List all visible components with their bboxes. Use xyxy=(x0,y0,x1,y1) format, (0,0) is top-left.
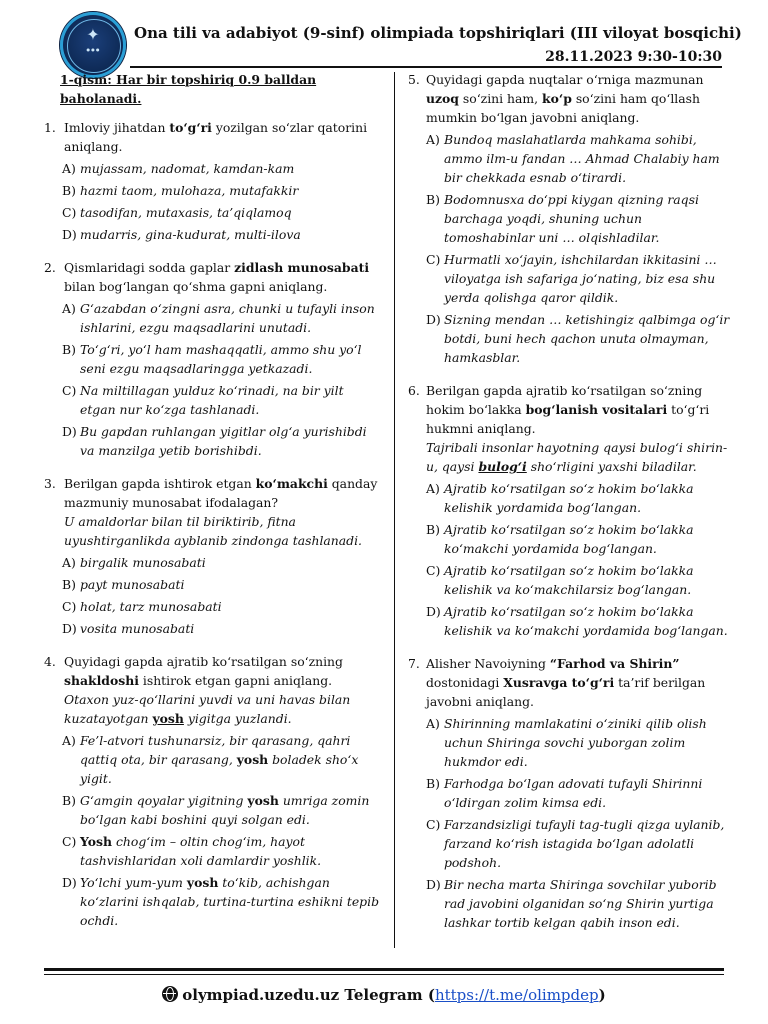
section-intro: 1-qism: Har bir topshiriq 0.9 balldan baholanadi. xyxy=(60,72,317,106)
question-stem: Imloviy jihatdan to‘g‘ri yozilgan so‘zlar qatorini aniqlang. xyxy=(64,120,368,154)
question-stem: Quyidagi gapda ajratib ko‘rsatilgan so‘zning shakldoshi ishtirok etgan gapni aniqlang. xyxy=(64,654,343,688)
question-1: 1. Imloviy jihatdan to‘g‘ri yozilgan so‘zlar qatorini aniqlang. A) mujassam, nadomat, kamdan-kam B) hazmi taom, mulohaza, mutafakkir C) tasodifan, mutaxasis, ta’qiqlamoq D) mudarris, gina-kudurat, multi-ilova xyxy=(40,118,380,244)
option-d[interactable]: D) Bir necha marta Shiringa sovchilar yuborib rad javobini olganidan so‘ng Shirin yurtiga lashkar tortib kelgan qabih inson edi. xyxy=(426,877,717,930)
globe-icon xyxy=(162,986,178,1002)
option-a[interactable]: A) Ajratib ko‘rsatilgan so‘z hokim bo‘lakka kelishik yordamida bog‘langan. xyxy=(426,481,694,515)
option-d[interactable]: D) vosita munosabati xyxy=(62,621,195,636)
question-stem: Qismlaridagi sodda gaplar zidlash munosabati bilan bog‘langan qo‘shma gapni aniqlang. xyxy=(64,260,370,294)
option-c[interactable]: C) Farzandsizligi tufayli tag-tugli qizga uylanib, farzand ko‘rish istagida bo‘lgan adolatli podshoh. xyxy=(426,817,725,870)
option-a[interactable]: A) mujassam, nadomat, kamdan-kam xyxy=(62,161,295,176)
option-c[interactable]: C) Na miltillagan yulduz ko‘rinadi, na bir yilt etgan nur ko‘zga tashlanadi. xyxy=(62,383,344,417)
option-a[interactable]: A) G‘azabdan o‘zingni asra, chunki u tufayli inson ishlarini, ezgu maqsadlarini unutadi. xyxy=(62,301,375,335)
left-column xyxy=(40,70,380,944)
option-d[interactable]: D) mudarris, gina-kudurat, multi-ilova xyxy=(62,227,301,242)
option-c[interactable]: C) Hurmatli xo‘jayin, ishchilardan ikkitasini … viloyatga ish safariga jo‘nating, biz esa shu yerda qolishga qaror qildik. xyxy=(426,252,717,305)
question-6: 6. Berilgan gapda ajratib ko‘rsatilgan so‘zning hokim bo‘lakka bog‘lanish vositalari to‘g‘ri hukmni aniqlang. Tajribali insonlar hayotning qaysi bulog‘i shirin-u, qaysi bulog‘i sho‘rligini yaxshi biladilar. A) Ajratib ko‘rsatilgan so‘z hokim bo‘lakka kelishik yordamida bog‘langan. B) Ajratib ko‘rsatilgan so‘z hokim bo‘lakka ko‘makchi yordamida bog‘langan. C) Ajratib ko‘rsatilgan so‘z hokim bo‘lakka kelishik va ko‘makchilarsiz bog‘langan. D) Ajratib ko‘rsatilgan so‘z hokim bo‘lakka kelishik va ko‘makchi yordamida bog‘langan. xyxy=(404,381,734,640)
right-column xyxy=(404,70,734,946)
option-b[interactable]: B) Farhodga bo‘lgan adovati tufayli Shirinni o‘ldirgan zolim kimsa edi. xyxy=(426,776,703,810)
option-b[interactable]: B) Bodomnusxa do‘ppi kiygan qizning raqsi barchaga yoqdi, shuning uchun tomoshabinlar uni … olqishladilar. xyxy=(426,192,699,245)
option-d[interactable]: D) Yo‘lchi yum-yum yosh to‘kib, achishgan ko‘zlarini ishqalab, turtina-turtina eshikni tepib ochdi. xyxy=(62,875,380,928)
question-7: 7. Alisher Navoiyning “Farhod va Shirin” dostonidagi Xusravga to‘g‘ri ta’rif berilgan javobni aniqlang. A) Shirinning mamlakatini o‘ziniki qilib olish uchun Shiringa sovchi yuborgan zolim hukmdor edi. B) Farhodga bo‘lgan adovati tufayli Shirinni o‘ldirgan zolim kimsa edi. C) Farzandsizligi tufayli tag-tugli qizga uylanib, farzand ko‘rish istagida bo‘lgan adolatli podshoh. D) Bir necha marta Shiringa sovchilar yuborib rad javobini olganidan so‘ng Shirin yurtiga lashkar tortib kelgan qabih inson edi. xyxy=(404,654,734,932)
option-c[interactable]: C) Ajratib ko‘rsatilgan so‘z hokim bo‘lakka kelishik va ko‘makchilarsiz bog‘langan. xyxy=(426,563,694,597)
option-d[interactable]: D) Bu gapdan ruhlangan yigitlar olg‘a yurishibdi va manzilga yetib borishibdi. xyxy=(62,424,367,458)
question-2: 2. Qismlaridagi sodda gaplar zidlash munosabati bilan bog‘langan qo‘shma gapni aniqlang. A) G‘azabdan o‘zingni asra, chunki u tufayli inson ishlarini, ezgu maqsadlarini unutadi. B) To‘g‘ri, yo‘l ham mashaqqatli, ammo shu yo‘l seni ezgu maqsadlaringga yetkazadi. C) Na miltillagan yulduz ko‘rinadi, na bir yilt etgan nur ko‘zga tashlanadi. D) Bu gapdan ruhlangan yigitlar olg‘a yurishibdi va manzilga yetib borishibdi. xyxy=(40,258,380,460)
option-c[interactable]: C) holat, tarz munosabati xyxy=(62,599,222,614)
telegram-link[interactable]: https://t.me/olimpdep xyxy=(434,986,599,1004)
option-b[interactable]: B) To‘g‘ri, yo‘l ham mashaqqatli, ammo shu yo‘l seni ezgu maqsadlaringga yetkazadi. xyxy=(62,342,362,376)
page-title: Ona tili va adabiyot (9-sinf) olimpiada topshiriqlari (III viloyat bosqichi) xyxy=(134,24,742,42)
option-a[interactable]: A) Bundoq maslahatlarda mahkama sohibi, ammo ilm-u fandan … Ahmad Chalabiy ham bir chekkada esnab o‘tirardi. xyxy=(426,132,720,185)
option-a[interactable]: A) Fe’l-atvori tushunarsiz, bir qarasang, qahri qattiq ota, bir qarasang, yosh boladek sho‘x yigit. xyxy=(62,733,359,786)
question-stem: Berilgan gapda ishtirok etgan ko‘makchi qanday mazmuniy munosabat ifodalagan? xyxy=(64,476,378,510)
footer-divider xyxy=(44,968,724,971)
option-c[interactable]: C) Yosh chog‘im – oltin chog‘im, hayot tashvishlaridan xoli damlardir yoshlik. xyxy=(62,834,322,868)
question-5: 5. Quyidagi gapda nuqtalar o‘rniga mazmunan uzoq so‘zini ham, ko‘p so‘zini ham qo‘llash mumkin bo‘lgan javobni aniqlang. A) Bundoq maslahatlarda mahkama sohibi, ammo ilm-u fandan … Ahmad Chalabiy ham bir chekkada esnab o‘tirardi. B) Bodomnusxa do‘ppi kiygan qizning raqsi barchaga yoqdi, shuning uchun tomoshabinlar uni … olqishladilar. C) Hurmatli xo‘jayin, ishchilardan ikkitasini … viloyatga ish safariga jo‘nating, biz esa shu yerda qolishga qaror qildik. D) Sizning mendan … ketishingiz qalbimga og‘ir botdi, buni hech qachon unuta olmayman, hamkasblar. xyxy=(404,70,734,367)
option-b[interactable]: B) Ajratib ko‘rsatilgan so‘z hokim bo‘lakka ko‘makchi yordamida bog‘langan. xyxy=(426,522,694,556)
question-stem: Quyidagi gapda nuqtalar o‘rniga mazmunan uzoq so‘zini ham, ko‘p so‘zini ham qo‘llash mumkin bo‘lgan javobni aniqlang. xyxy=(426,72,704,125)
option-b[interactable]: B) hazmi taom, mulohaza, mutafakkir xyxy=(62,183,299,198)
option-b[interactable]: B) payt munosabati xyxy=(62,577,185,592)
example-sentence: Tajribali insonlar hayotning qaysi bulog‘i shirin-u, qaysi bulog‘i sho‘rligini yaxshi biladilar. xyxy=(426,440,728,474)
example-sentence: U amaldorlar bilan til biriktirib, fitna uyushtirganlikda ayblanib zindonga tashlanadi. xyxy=(64,514,362,548)
option-d[interactable]: D) Sizning mendan … ketishingiz qalbimga og‘ir botdi, buni hech qachon unuta olmayman, hamkasblar. xyxy=(426,312,730,365)
option-d[interactable]: D) Ajratib ko‘rsatilgan so‘z hokim bo‘lakka kelishik va ko‘makchi yordamida bog‘langan. xyxy=(426,604,728,638)
question-stem: Alisher Navoiyning “Farhod va Shirin” dostonidagi Xusravga to‘g‘ri ta’rif berilgan javobni aniqlang. xyxy=(426,656,706,709)
option-b[interactable]: B) G‘amgin qoyalar yigitning yosh umriga zomin bo‘lgan kabi boshini quyi solgan edi. xyxy=(62,793,370,827)
example-sentence: Otaxon yuz-qo‘llarini yuvdi va uni havas bilan kuzatayotgan yosh yigitga yuzlandi. xyxy=(64,692,351,726)
olympiad-logo-icon: ✦ ● ● ● xyxy=(60,12,126,78)
footer-divider-thin xyxy=(44,974,724,975)
question-stem: Berilgan gapda ajratib ko‘rsatilgan so‘zning hokim bo‘lakka bog‘lanish vositalari to‘g‘ri hukmni aniqlang. xyxy=(426,383,710,436)
question-4: 4. Quyidagi gapda ajratib ko‘rsatilgan so‘zning shakldoshi ishtirok etgan gapni aniqlang. Otaxon yuz-qo‘llarini yuvdi va uni havas bilan kuzatayotgan yosh yigitga yuzlandi. A) Fe’l-atvori tushunarsiz, bir qarasang, qahri qattiq ota, bir qarasang, yosh boladek sho‘x yigit. B) G‘amgin qoyalar yigitning yosh umriga zomin bo‘lgan kabi boshini quyi solgan edi. C) Yosh chog‘im – oltin chog‘im, hayot tashvishlaridan xoli damlardir yoshlik. D) Yo‘lchi yum-yum yosh to‘kib, achishgan ko‘zlarini ishqalab, turtina-turtina eshikni tepib ochdi. xyxy=(44,654,380,928)
header-divider xyxy=(130,66,722,68)
question-3: 3. Berilgan gapda ishtirok etgan ko‘makchi qanday mazmuniy munosabat ifodalagan? U amaldorlar bilan til biriktirib, fitna uyushtirganlikda ayblanib zindonga tashlanadi. A) birgalik munosabati B) payt munosabati C) holat, tarz munosabati D) vosita munosabati xyxy=(40,474,380,638)
footer-site: olympiad.uzedu.uz Telegram ( xyxy=(182,986,435,1004)
option-a[interactable]: A) birgalik munosabati xyxy=(62,555,206,570)
column-divider xyxy=(394,72,395,948)
option-c[interactable]: C) tasodifan, mutaxasis, ta’qiqlamoq xyxy=(62,205,292,220)
footer: olympiad.uzedu.uz Telegram (https://t.me/olimpdep) xyxy=(0,986,768,1004)
option-a[interactable]: A) Shirinning mamlakatini o‘ziniki qilib olish uchun Shiringa sovchi yuborgan zolim hukmdor edi. xyxy=(426,716,707,769)
exam-date: 28.11.2023 9:30-10:30 xyxy=(545,49,722,65)
